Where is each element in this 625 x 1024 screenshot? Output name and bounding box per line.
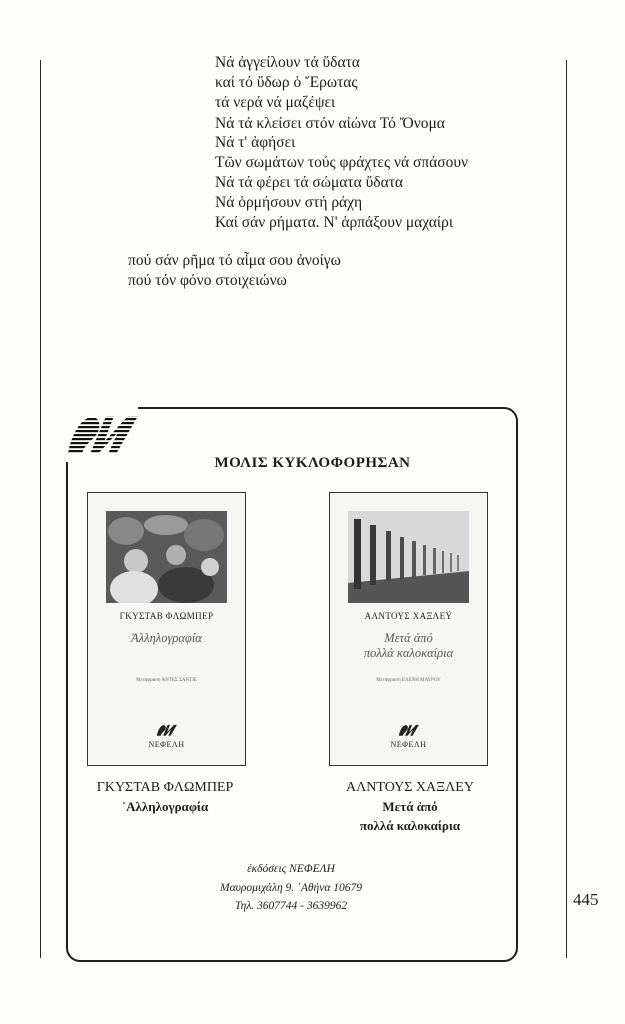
publisher-imprint: [0, 860, 582, 916]
book-cover-huxley[interactable]: [329, 492, 488, 766]
cover-artwork: [348, 511, 469, 603]
cover-translator: Μετάφραση ΑΝΤΕΣ ΣΑΝΤΙΕ: [136, 678, 197, 683]
cover-publisher: ΝΕΦΕΛΗ: [390, 740, 427, 749]
nefeli-logo-icon: [58, 410, 142, 458]
caption-title: πολλά καλοκαίρια: [359, 818, 461, 833]
poem-line: τά νερά νά μαζέψει: [215, 94, 336, 111]
page-number: 445: [573, 890, 599, 909]
caption-author: ΓΚΥΣΤΑΒ ΦΛΩΜΠΕΡ: [96, 780, 234, 795]
caption-author: ΑΛΝΤΟΥΣ ΧΑΞΛΕΥ: [346, 780, 474, 795]
imprint-line: Μαυρομιχάλη 9. ᾿Αθήνα 10679: [219, 881, 363, 894]
cover-title: Ἀλληλογραφία: [131, 631, 202, 645]
poem-line: καί τό ὕδωρ ὁ Ἔρωτας: [215, 74, 358, 91]
poem-line: Τῶν σωμάτων τούς φράχτες νά σπάσουν: [215, 154, 469, 171]
poem-line: Νά ἀγγείλουν τά ὕδατα: [215, 54, 360, 71]
book-cover-flaubert[interactable]: [87, 492, 246, 766]
poem-line: Νά τ' ἀφήσει: [215, 134, 296, 151]
ad-headline: ΜΟΛΙΣ ΚΥΚΛΟΦΟΡΗΣΑΝ: [214, 455, 411, 471]
poem-line: Νά τά κλείσει στόν αἰώνα Τό Ὄνομα: [215, 115, 445, 132]
imprint-line: ἐκδόσεις ΝΕΦΕΛΗ: [247, 863, 335, 875]
poem-line: Νά τά φέρει τά σώματα ὕδατα: [215, 174, 404, 191]
cover-author: ΓΚΥΣΤΑΒ ΦΛΩΜΠΕΡ: [119, 611, 214, 621]
poem-line: Καί σάν ρήματα. Ν' ἁρπάξουν μαχαίρι: [215, 214, 453, 231]
publisher-logo-icon: [396, 723, 420, 737]
book-caption-huxley: [310, 778, 510, 835]
poem-closing-line: πού σάν ρῆμα τό αἷμα σου ἀνοίγω: [128, 252, 341, 269]
right-margin-rule: [566, 60, 567, 958]
cover-translator: Μετάφραση ΕΛΕΝΗ ΜΑΥΡΟΥ: [376, 678, 441, 683]
book-caption-flaubert: [65, 778, 265, 816]
caption-title: ᾿Αλληλογραφία: [121, 799, 209, 814]
left-margin-rule: [40, 60, 41, 958]
cover-author: ΑΛΝΤΟΥΣ ΧΑΞΛΕΫ: [364, 611, 453, 621]
cover-publisher: ΝΕΦΕΛΗ: [148, 740, 185, 749]
cover-title-line: Μετά ἀπό: [384, 631, 433, 645]
cover-artwork: [106, 511, 227, 603]
publisher-logo-icon: [154, 723, 178, 737]
poem-closing-line: πού τόν φόνο στοιχειώνω: [128, 272, 287, 289]
imprint-line: Τηλ. 3607744 - 3639962: [234, 900, 348, 912]
caption-title: Μετά ἀπό: [382, 799, 438, 814]
cover-title-line: πολλά καλοκαίρια: [363, 646, 454, 660]
poem-line: Νά ὁρμήσουν στή ράχη: [215, 194, 363, 211]
cover-title: [330, 631, 487, 661]
